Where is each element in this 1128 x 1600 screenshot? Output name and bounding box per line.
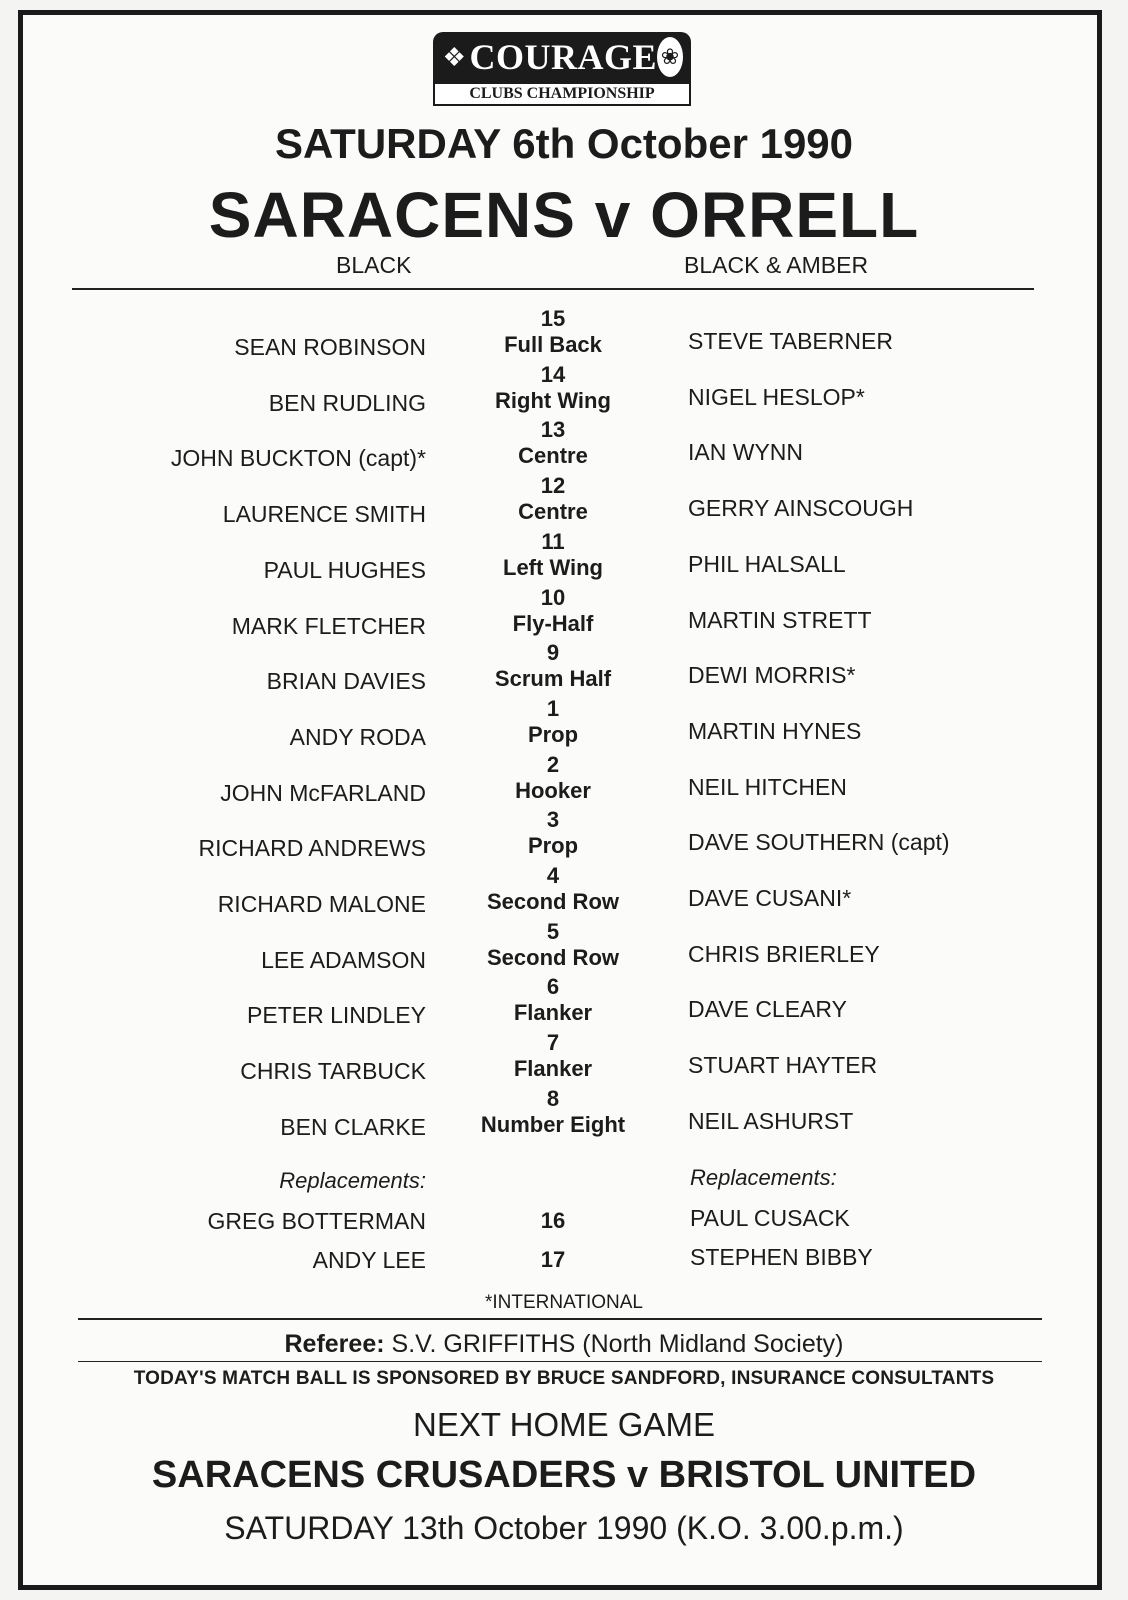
away-player: NEIL ASHURST (688, 1108, 854, 1134)
home-player: CHRIS TARBUCK (240, 1058, 426, 1084)
match-fixture: SARACENS v ORRELL (208, 179, 920, 251)
courage-logo (433, 32, 691, 106)
match-date: SATURDAY 6th October 1990 (274, 120, 854, 167)
position-label: Fly-Half (512, 611, 594, 636)
position-label: Prop (527, 833, 579, 858)
referee-label: Referee: (284, 1330, 385, 1358)
away-player: DAVE SOUTHERN (capt) (688, 829, 950, 855)
home-player: BEN RUDLING (268, 390, 426, 416)
header-divider (72, 288, 1034, 290)
lineup-row (0, 974, 1128, 1030)
logo-brand: COURAGE (469, 37, 658, 77)
home-player: LEE ADAMSON (261, 947, 426, 973)
away-player: MARTIN STRETT (688, 607, 872, 633)
position-label: Full Back (504, 332, 602, 357)
lineup-row (0, 585, 1128, 641)
home-replacement: GREG BOTTERMAN (207, 1208, 426, 1234)
home-player: JOHN BUCKTON (capt)* (170, 445, 426, 471)
shirt-number: 11 (541, 529, 565, 554)
international-footnote: *INTERNATIONAL (484, 1292, 643, 1313)
away-replacements-label: Replacements: (690, 1165, 837, 1190)
away-player: DAVE CLEARY (688, 996, 847, 1022)
referee-name: S.V. GRIFFITHS (North Midland Society) (391, 1330, 844, 1358)
shirt-number: 8 (546, 1086, 560, 1111)
shirt-number: 7 (546, 1030, 560, 1055)
away-colours: BLACK & AMBER (684, 252, 869, 278)
home-player: ANDY RODA (289, 724, 426, 750)
shirt-number: 12 (540, 473, 566, 498)
lineup-row (0, 417, 1128, 473)
replacement-number: 17 (540, 1247, 566, 1272)
shirt-number: 1 (546, 696, 560, 721)
position-label: Scrum Half (494, 666, 612, 691)
shirt-number: 4 (546, 863, 560, 888)
lineup-row (0, 696, 1128, 752)
lineup-row (0, 863, 1128, 919)
home-colours: BLACK (336, 252, 412, 278)
away-player: STEVE TABERNER (688, 328, 893, 354)
home-player: JOHN McFARLAND (220, 780, 426, 806)
shirt-number: 10 (540, 585, 566, 610)
away-player: DEWI MORRIS* (688, 662, 856, 688)
away-player: NEIL HITCHEN (688, 774, 847, 800)
footnote-divider (78, 1318, 1042, 1320)
home-replacement: ANDY LEE (312, 1247, 426, 1273)
away-player: PHIL HALSALL (688, 551, 846, 577)
referee-line (0, 1330, 1128, 1359)
home-player: PETER LINDLEY (247, 1002, 426, 1028)
referee-divider (78, 1361, 1042, 1362)
home-player: RICHARD MALONE (217, 891, 426, 917)
position-label: Right Wing (495, 388, 611, 413)
position-label: Centre (518, 499, 588, 524)
home-player: BEN CLARKE (280, 1114, 426, 1140)
lineup-row (0, 919, 1128, 975)
sponsor-notice: TODAY'S MATCH BALL IS SPONSORED BY BRUCE SANDFORD, INSURANCE CONSULTANTS (133, 1368, 995, 1389)
lineup-row (0, 752, 1128, 808)
lineup-row (0, 473, 1128, 529)
position-label: Centre (518, 443, 588, 468)
next-game-heading: NEXT HOME GAME (413, 1406, 715, 1443)
lineup-row (0, 640, 1128, 696)
away-player: GERRY AINSCOUGH (688, 495, 914, 521)
shirt-number: 3 (546, 807, 560, 832)
position-label: Flanker (513, 1000, 593, 1025)
home-replacements-label: Replacements: (279, 1168, 426, 1193)
away-player: NIGEL HESLOP* (688, 384, 865, 410)
shirt-number: 14 (540, 362, 566, 387)
position-label: Second Row (486, 945, 619, 970)
cockerel-icon: ❖ (442, 41, 466, 72)
position-label: Second Row (486, 889, 619, 914)
lineup-row (0, 1086, 1128, 1142)
shirt-number: 6 (546, 974, 560, 999)
position-label: Hooker (515, 778, 591, 803)
position-label: Number Eight (480, 1112, 626, 1137)
lineup-row (0, 1030, 1128, 1086)
home-player: BRIAN DAVIES (266, 668, 426, 694)
position-label: Prop (527, 722, 579, 747)
away-player: STUART HAYTER (688, 1052, 878, 1078)
position-label: Left Wing (503, 555, 603, 580)
away-replacement: PAUL CUSACK (690, 1205, 850, 1231)
shirt-number: 2 (546, 752, 560, 777)
replacement-number: 16 (540, 1208, 566, 1233)
shirt-number: 13 (540, 417, 566, 442)
home-player: SEAN ROBINSON (234, 334, 426, 360)
lineup-row (0, 306, 1128, 362)
home-player: PAUL HUGHES (263, 557, 426, 583)
lineup-row (0, 362, 1128, 418)
logo-banner (433, 32, 691, 82)
position-label: Flanker (513, 1056, 593, 1081)
home-player: MARK FLETCHER (231, 613, 426, 639)
logo-subtitle: CLUBS CHAMPIONSHIP (433, 82, 691, 106)
next-game-date: SATURDAY 13th October 1990 (K.O. 3.00.p.m.) (224, 1510, 904, 1546)
rose-icon: ❀ (657, 37, 683, 77)
shirt-number: 15 (540, 306, 566, 331)
shirt-number: 5 (546, 919, 560, 944)
away-player: IAN WYNN (688, 439, 803, 465)
lineup-row (0, 807, 1128, 863)
away-replacement: STEPHEN BIBBY (690, 1244, 873, 1270)
home-player: RICHARD ANDREWS (198, 835, 426, 861)
shirt-number: 9 (546, 640, 560, 665)
away-player: MARTIN HYNES (688, 718, 862, 744)
home-player: LAURENCE SMITH (222, 501, 426, 527)
away-player: DAVE CUSANI* (688, 885, 852, 911)
next-game-fixture: SARACENS CRUSADERS v BRISTOL UNITED (151, 1454, 977, 1496)
lineup-row (0, 529, 1128, 585)
away-player: CHRIS BRIERLEY (688, 941, 880, 967)
